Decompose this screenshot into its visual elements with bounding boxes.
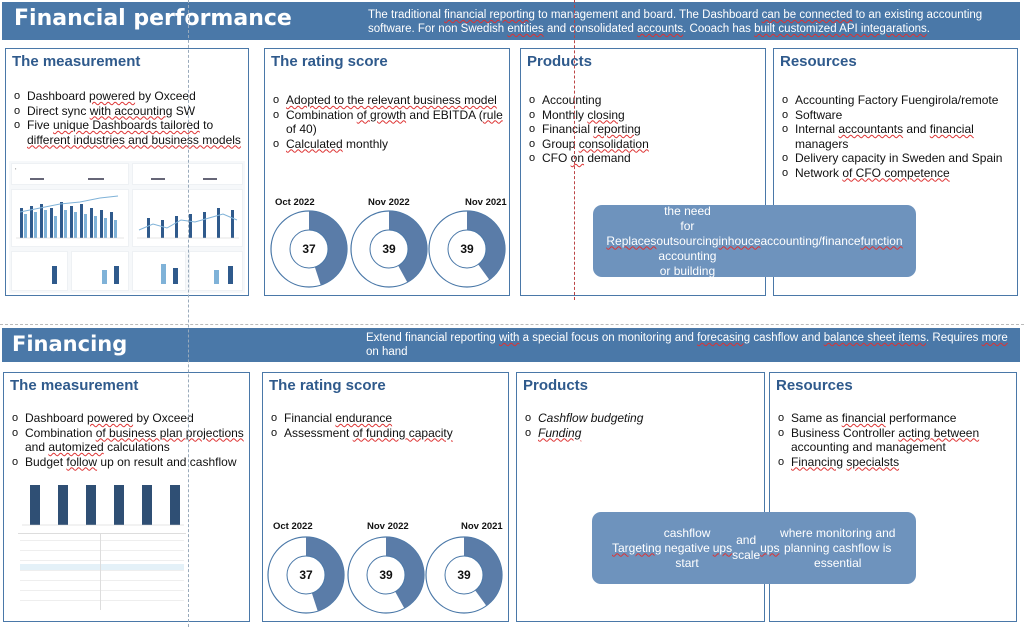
flagged-text-run: rule bbox=[482, 107, 503, 122]
list-item bbox=[782, 93, 1015, 108]
callout-financial-performance bbox=[593, 205, 916, 277]
text-run: accounting/finance bbox=[760, 233, 861, 248]
guide-line-vertical-1 bbox=[188, 0, 189, 627]
flagged-text-run: Funding bbox=[538, 425, 582, 440]
flagged-text-run: powered bbox=[89, 89, 136, 103]
budget-table bbox=[18, 533, 186, 609]
small-card-2 bbox=[71, 251, 129, 291]
text-run: Five bbox=[27, 118, 54, 132]
flagged-text-run: automized bbox=[48, 440, 104, 454]
measurement-box bbox=[5, 48, 249, 296]
flagged-text-run: more bbox=[981, 332, 1008, 344]
products-list bbox=[529, 93, 763, 166]
text-run: . bbox=[926, 23, 930, 35]
guide-line-vertical-2 bbox=[574, 0, 575, 300]
financing-description bbox=[366, 331, 1011, 359]
rating-score-title-financing: The rating score bbox=[269, 377, 386, 394]
list-item bbox=[529, 93, 763, 108]
resources-box-financing bbox=[769, 372, 1017, 622]
text-run: and bbox=[903, 122, 930, 136]
callout-financing bbox=[592, 512, 916, 584]
flagged-text-run: acting between bbox=[898, 425, 980, 440]
resources-title-financing: Resources bbox=[776, 377, 853, 394]
flagged-text-run: unique Dashboards tailored bbox=[53, 118, 200, 132]
flagged-text-run: with bbox=[498, 332, 520, 344]
donut-value: 39 bbox=[379, 568, 393, 582]
flagged-text-run: entities bbox=[507, 23, 544, 35]
flagged-text-run: accountants bbox=[838, 122, 904, 136]
list-item bbox=[12, 426, 248, 455]
text-run: Financial bbox=[284, 411, 336, 425]
flagged-text-run: can be connected bbox=[761, 9, 853, 21]
text-run: to management and board. The Dashboard bbox=[534, 9, 762, 21]
text-run: cashflow negative start bbox=[663, 525, 711, 570]
list-item bbox=[782, 122, 1015, 151]
flagged-text-run: Calculated bbox=[286, 136, 343, 151]
kpi-card-left-bar-2 bbox=[88, 178, 104, 180]
text-run: cashflow and bbox=[750, 332, 824, 344]
rating-score-box-financing bbox=[262, 372, 509, 622]
flagged-text-run: of CFO competence bbox=[842, 165, 950, 180]
list-item bbox=[12, 411, 248, 426]
flagged-text-run: ups bbox=[760, 540, 780, 555]
text-run: and scale bbox=[732, 533, 761, 562]
products-title-financing: Products bbox=[523, 377, 589, 394]
guide-line-horizontal bbox=[0, 324, 1024, 325]
resources-title: Resources bbox=[780, 53, 857, 70]
financial-performance-description bbox=[368, 8, 1013, 36]
rating-score-list-financing bbox=[271, 411, 506, 440]
measurement-title: The measurement bbox=[12, 53, 141, 70]
list-item bbox=[778, 411, 1014, 426]
flagged-text-run: Targeting bbox=[612, 540, 662, 555]
flagged-text-run: with accounting bbox=[89, 103, 173, 118]
text-run: to an existing accounting software. For non Swedish bbox=[368, 9, 983, 35]
text-run: Direct sync bbox=[27, 103, 90, 118]
score-label-oct-2022: Oct 2022 bbox=[275, 197, 315, 208]
text-run: of 40) bbox=[286, 122, 317, 136]
donut-value: 39 bbox=[460, 242, 474, 256]
text-run: Same as bbox=[791, 411, 842, 425]
list-item bbox=[525, 426, 762, 441]
flagged-text-run: endurance bbox=[335, 411, 393, 425]
score-donut-nov-2022-financing bbox=[346, 535, 426, 615]
text-run: Combination bbox=[25, 425, 96, 440]
measurement-list bbox=[14, 89, 246, 147]
mini-area-bars bbox=[147, 208, 234, 238]
flagged-text-run: built customized API integarations bbox=[754, 23, 927, 35]
kpi-card-left-bar bbox=[30, 178, 44, 180]
budget-row bbox=[20, 584, 184, 591]
donut-value: 39 bbox=[382, 242, 396, 256]
text-run: Accounting Factory Fuengirola/remote bbox=[795, 93, 999, 107]
text-run: CFO bbox=[542, 151, 571, 165]
small-card-3-bars bbox=[133, 252, 185, 290]
flagged-text-run: function bbox=[860, 233, 903, 248]
text-run: calculations bbox=[103, 440, 170, 454]
donut-value: 37 bbox=[299, 568, 313, 582]
score-donut-nov-2021-financing bbox=[424, 535, 504, 615]
list-item bbox=[529, 122, 763, 137]
list-item bbox=[12, 455, 248, 470]
text-run: where monitoring and planning cashflow is essential bbox=[780, 525, 896, 570]
text-run: by Oxceed bbox=[133, 411, 194, 425]
kpi-card-left bbox=[11, 163, 129, 185]
list-item bbox=[14, 89, 246, 104]
text-run: Network bbox=[795, 165, 843, 180]
small-card-4 bbox=[189, 251, 243, 291]
flagged-text-run: forecasing bbox=[697, 332, 751, 344]
donut-value: 39 bbox=[457, 568, 471, 582]
text-run: performance bbox=[885, 411, 957, 425]
small-card-1-bars bbox=[12, 252, 67, 290]
donut-value: 37 bbox=[302, 242, 316, 256]
list-item bbox=[271, 426, 506, 441]
flagged-text-run: Replaces bbox=[606, 233, 657, 248]
score-label-nov-2021-financing: Nov 2021 bbox=[461, 521, 503, 532]
dashboard-thumbnail bbox=[9, 161, 245, 293]
text-run: and EBITDA ( bbox=[406, 107, 483, 122]
products-list-financing bbox=[525, 411, 762, 440]
section-title-financial-performance: Financial performance bbox=[14, 6, 292, 31]
text-run: Internal bbox=[795, 122, 839, 136]
budget-row-highlight bbox=[20, 564, 184, 571]
flagged-text-run: inhouce bbox=[718, 233, 761, 248]
list-item bbox=[525, 411, 762, 426]
kpi-card-left-tag: ▪ bbox=[15, 166, 17, 171]
mini-bars bbox=[20, 202, 117, 238]
list-item bbox=[529, 108, 763, 123]
text-run: Assessment bbox=[284, 425, 353, 440]
rating-score-list bbox=[273, 93, 507, 151]
text-run: demand bbox=[584, 151, 631, 165]
text-run: Combination bbox=[286, 107, 357, 122]
measurement-title-financing: The measurement bbox=[10, 377, 139, 394]
products-title: Products bbox=[527, 53, 593, 70]
rating-score-box bbox=[264, 48, 510, 296]
list-item bbox=[529, 137, 763, 152]
flagged-text-run: closing bbox=[587, 107, 625, 122]
text-run: SW bbox=[172, 103, 196, 118]
flagged-text-run: financial bbox=[841, 411, 886, 425]
text-run: the need for outsourcing accounting or building bbox=[656, 203, 719, 278]
score-label-nov-2022-financing: Nov 2022 bbox=[367, 521, 409, 532]
text-run: managers bbox=[795, 136, 849, 151]
list-item bbox=[273, 137, 507, 152]
measurement-box-financing bbox=[3, 372, 250, 622]
score-label-nov-2022: Nov 2022 bbox=[368, 197, 410, 208]
text-run: Financial bbox=[542, 122, 594, 136]
text-run: Monthly bbox=[542, 107, 588, 122]
measurement-list-financing bbox=[12, 411, 248, 469]
text-run: accounting and management bbox=[791, 440, 946, 454]
products-box-financing bbox=[516, 372, 765, 622]
small-card-1 bbox=[11, 251, 68, 291]
text-run: Budget bbox=[25, 454, 67, 469]
list-item bbox=[782, 151, 1015, 166]
budget-column-divider bbox=[100, 534, 101, 610]
list-item bbox=[529, 151, 763, 166]
text-run: Delivery capacity in Sweden and Spain bbox=[795, 151, 1003, 165]
score-donut-nov-2022 bbox=[349, 209, 429, 289]
list-item bbox=[778, 426, 1014, 455]
text-run: and consolidated bbox=[543, 23, 638, 35]
list-item bbox=[782, 166, 1015, 181]
text-run: by Oxceed bbox=[135, 89, 196, 103]
text-run: and bbox=[25, 440, 49, 454]
flagged-text-run: accounts bbox=[637, 23, 684, 35]
text-run: Software bbox=[795, 107, 843, 122]
score-donut-nov-2021 bbox=[427, 209, 507, 289]
score-label-nov-2021: Nov 2021 bbox=[465, 197, 507, 208]
mini-bar-chart bbox=[12, 190, 128, 246]
list-item bbox=[273, 93, 507, 108]
budget-row bbox=[20, 594, 184, 601]
flagged-text-run: on bbox=[570, 151, 585, 165]
flagged-text-run: of growth bbox=[356, 107, 407, 122]
text-run: . Requires bbox=[926, 332, 982, 344]
list-item bbox=[778, 455, 1014, 470]
budget-row bbox=[20, 544, 184, 551]
text-run: Cashflow budgeting bbox=[538, 411, 644, 425]
bar-chart-card bbox=[11, 189, 129, 247]
resources-list-financing bbox=[778, 411, 1014, 469]
kpi-card-right-bar-2 bbox=[203, 178, 217, 180]
text-run: up on result and cashflow bbox=[97, 454, 237, 469]
text-run: Group bbox=[542, 136, 579, 151]
budget-row bbox=[20, 554, 184, 561]
rating-score-title: The rating score bbox=[271, 53, 388, 70]
section-title-financing: Financing bbox=[12, 332, 128, 356]
flagged-text-run: follow bbox=[66, 454, 98, 469]
text-run: Dashboard bbox=[25, 411, 88, 425]
flagged-text-run: different industries and business models bbox=[27, 132, 241, 147]
text-run: . Cooach has bbox=[683, 23, 755, 35]
text-run: monthly bbox=[342, 136, 389, 151]
flagged-text-run: balance sheet items bbox=[823, 332, 927, 344]
small-card-2-bars bbox=[72, 252, 128, 290]
budget-bar-chart bbox=[18, 475, 186, 529]
text-run: on hand bbox=[366, 346, 408, 358]
score-donut-oct-2022-financing bbox=[266, 535, 346, 615]
score-donut-oct-2022 bbox=[269, 209, 349, 289]
text-run: Business Controller bbox=[791, 425, 899, 440]
list-item bbox=[14, 104, 246, 119]
flagged-text-run: powered bbox=[87, 411, 134, 425]
flagged-text-run: financial reporting bbox=[444, 9, 535, 21]
list-item bbox=[271, 411, 506, 426]
flagged-text-run: of business plan projections bbox=[95, 425, 244, 440]
flagged-text-run: specialsts bbox=[846, 454, 900, 469]
score-label-oct-2022-financing: Oct 2022 bbox=[273, 521, 313, 532]
flagged-text-run: consolidation bbox=[578, 136, 649, 151]
flagged-text-run: reporting bbox=[593, 122, 641, 136]
text-run: a special focus on monitoring and bbox=[519, 332, 698, 344]
text-run: Dashboard bbox=[27, 89, 90, 103]
text-run: Accounting bbox=[542, 93, 602, 107]
kpi-card-right-bar bbox=[151, 178, 165, 180]
text-run: Extend financial reporting bbox=[366, 332, 499, 344]
list-item bbox=[782, 108, 1015, 123]
budget-row bbox=[20, 574, 184, 581]
flagged-text-run: ups bbox=[712, 540, 733, 555]
flagged-text-run: Financing bbox=[791, 454, 844, 469]
list-item bbox=[14, 118, 246, 147]
list-item bbox=[273, 108, 507, 137]
resources-list bbox=[782, 93, 1015, 180]
flagged-text-run: of funding capacity bbox=[352, 425, 453, 440]
flagged-text-run: Adopted to the relevant business model bbox=[286, 93, 497, 107]
mini-trend-line bbox=[20, 196, 118, 212]
text-run: to bbox=[199, 118, 214, 132]
small-card-4-bars bbox=[190, 252, 242, 290]
flagged-text-run: financial bbox=[929, 122, 974, 136]
budget-row bbox=[20, 534, 184, 541]
text-run: The traditional bbox=[368, 9, 445, 21]
small-card-3 bbox=[132, 251, 186, 291]
budget-thumbnail bbox=[18, 475, 186, 611]
